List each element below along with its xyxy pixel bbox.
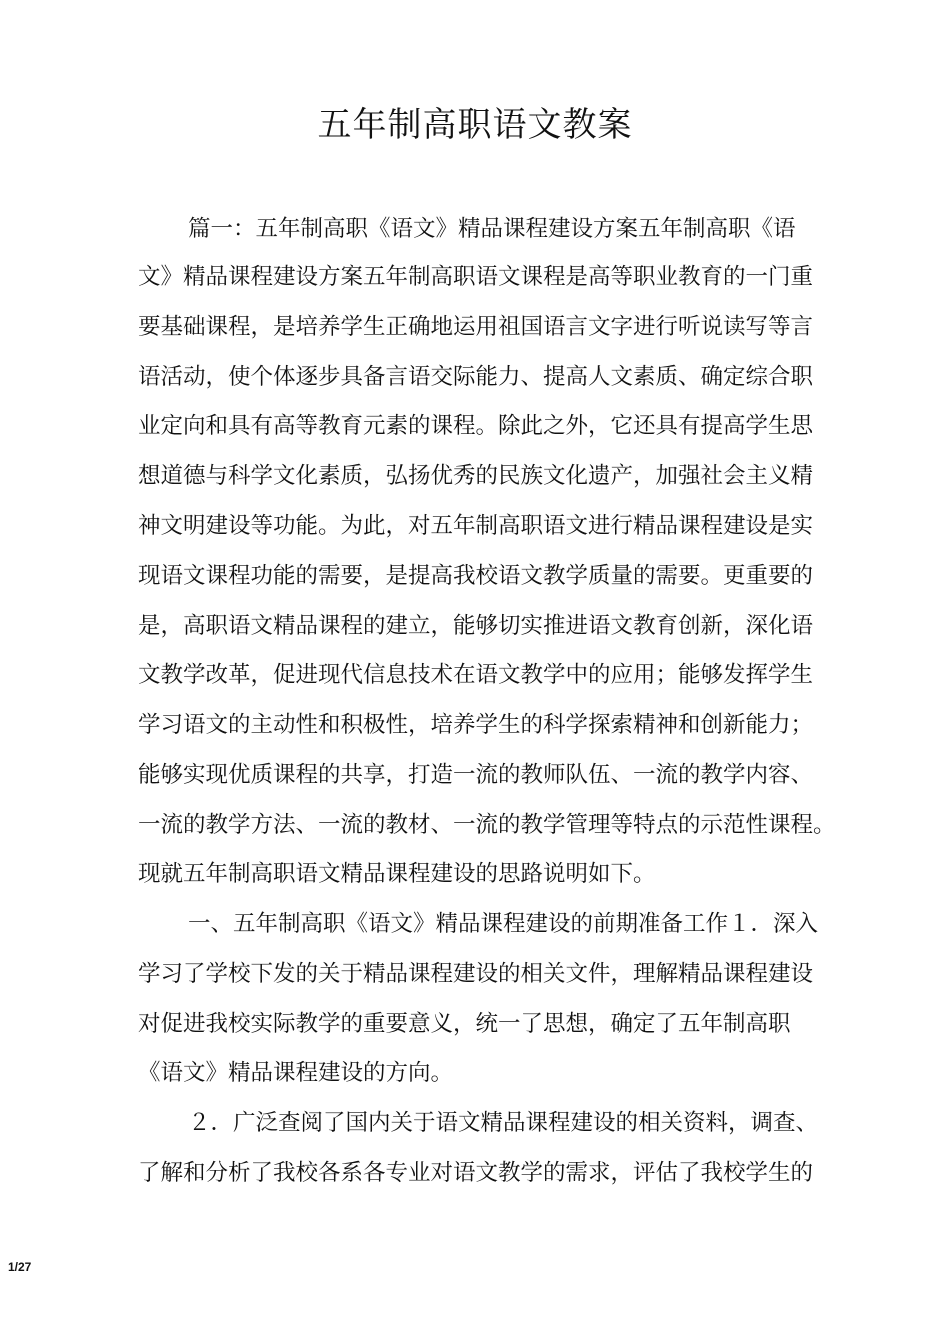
paragraph-line: 现就五年制高职语文精品课程建设的思路说明如下。 bbox=[138, 861, 656, 887]
paragraph-line: 神文明建设等功能。为此，对五年制高职语文进行精品课程建设是实 bbox=[138, 513, 814, 539]
paragraph-line: 学习了学校下发的关于精品课程建设的相关文件，理解精品课程建设 bbox=[138, 961, 814, 987]
paragraph-line: 语活动，使个体逐步具备言语交际能力、提高人文素质、确定综合职 bbox=[138, 364, 814, 390]
paragraph-line: 对促进我校实际教学的重要意义，统一了思想，确定了五年制高职 bbox=[138, 1011, 791, 1037]
paragraph-line: 业定向和具有高等教育元素的课程。除此之外，它还具有提高学生思 bbox=[138, 413, 814, 439]
document-title: 五年制高职语文教案 bbox=[317, 105, 633, 145]
paragraph-line: 能够实现优质课程的共享，打造一流的教师队伍、一流的教学内容、 bbox=[138, 762, 814, 788]
paragraph-line: 《语文》精品课程建设的方向。 bbox=[138, 1060, 454, 1086]
paragraph-line: 想道德与科学文化素质，弘扬优秀的民族文化遗产，加强社会主义精 bbox=[138, 463, 814, 489]
paragraph-line: 了解和分析了我校各系各专业对语文教学的需求，评估了我校学生的 bbox=[138, 1160, 814, 1186]
paragraph-line: 文》精品课程建设方案五年制高职语文课程是高等职业教育的一门重 bbox=[138, 264, 814, 290]
paragraph-line: 学习语文的主动性和积极性，培养学生的科学探索精神和创新能力； bbox=[138, 712, 814, 738]
paragraph-line: 文教学改革，促进现代信息技术在语文教学中的应用；能够发挥学生 bbox=[138, 662, 814, 688]
paragraph-line: 一、五年制高职《语文》精品课程建设的前期准备工作１．深入 bbox=[188, 911, 819, 937]
paragraph-line: 是，高职语文精品课程的建立，能够切实推进语文教育创新，深化语 bbox=[138, 613, 814, 639]
paragraph-line: 现语文课程功能的需要，是提高我校语文教学质量的需要。更重要的 bbox=[138, 563, 814, 589]
paragraph-line: 一流的教学方法、一流的教材、一流的教学管理等特点的示范性课程。 bbox=[138, 812, 836, 838]
page-number: 1/27 bbox=[8, 1260, 32, 1274]
paragraph-line: ２．广泛查阅了国内关于语文精品课程建设的相关资料，调查、 bbox=[188, 1110, 819, 1136]
paragraph-line: 篇一：五年制高职《语文》精品课程建设方案五年制高职《语 bbox=[188, 216, 796, 242]
paragraph-line: 要基础课程，是培养学生正确地运用祖国语言文字进行听说读写等言 bbox=[138, 314, 814, 340]
